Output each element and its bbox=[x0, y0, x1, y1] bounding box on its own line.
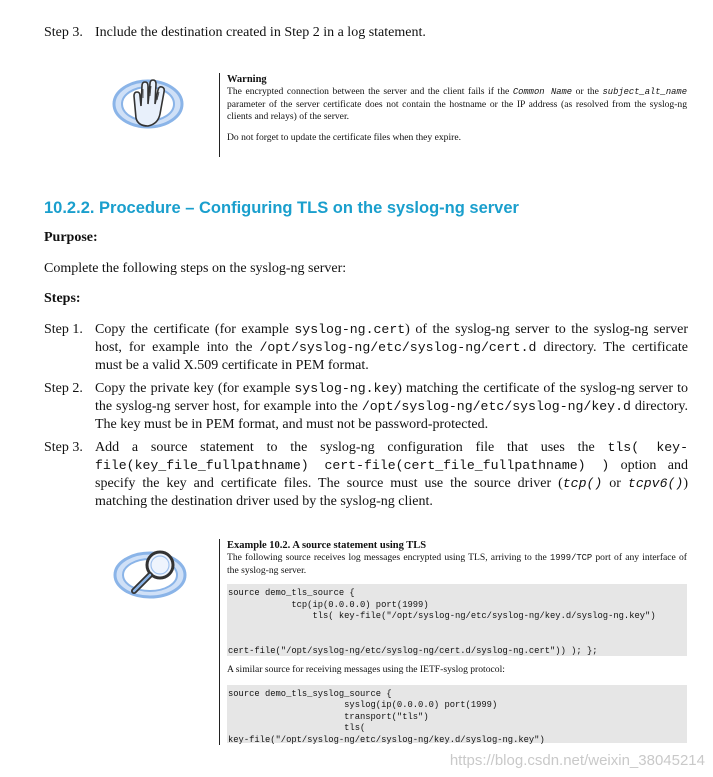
step-1-copy-certificate bbox=[44, 321, 688, 375]
tls-syslog-source-code-block: source demo_tls_syslog_source { syslog(ip(0.0.0.0) port(1999) transport("tls") tls( key-file("/opt/syslog-ng/etc/syslog-ng/key.d/syslog-ng.key") bbox=[227, 685, 687, 743]
step-text: Add a source statement to the syslog-ng configuration file that uses the tls( key-file(key_file_fullpathname) cert-file(cert_file_fullpathname) ) option and specify the key and certificate files. The source must use the source driver (tcp() or tcpv6()) matching the destination driver used by the syslog-ng client. bbox=[95, 440, 688, 509]
warning-hand-icon bbox=[110, 70, 186, 134]
tls-option-code: tls( key-file(key_file_fullpathname) cert-file(cert_file_fullpathname) ) bbox=[95, 440, 688, 473]
step-label: Step 3. bbox=[44, 25, 83, 40]
key-filename-code: syslog-ng.key bbox=[294, 381, 398, 396]
subject-alt-name-code: subject_alt_name bbox=[602, 87, 687, 97]
example-between-text: A similar source for receiving messages using the IETF-syslog protocol: bbox=[227, 664, 505, 675]
tcp-driver-code: tcp() bbox=[562, 476, 603, 491]
step-text: Include the destination created in Step 2 in a log statement. bbox=[95, 25, 426, 40]
example-title: Example 10.2. A source statement using TLS bbox=[227, 540, 427, 551]
step-text: Copy the certificate (for example syslog-ng.cert) of the syslog-ng server to the syslog-ng server host, for example into the /opt/syslog-ng/etc/syslog-ng/cert.d directory. The certificate must be a valid X.509 certificate in PEM format. bbox=[95, 322, 688, 373]
example-intro: The following source receives log messages encrypted using TLS, arriving to the 1999/TCP port of any interface of the syslog-ng server. bbox=[227, 552, 687, 576]
warning-title: Warning bbox=[227, 74, 267, 85]
common-name-code: Common Name bbox=[512, 87, 573, 97]
purpose-heading: Purpose: bbox=[44, 230, 98, 245]
warning-reminder: Do not forget to update the certificate files when they expire. bbox=[227, 131, 461, 143]
warning-paragraph: The encrypted connection between the server and the client fails if the Common Name or the subject_alt_name parameter of the server certificate does not contain the hostname or the IP address (as resolved from the syslog-ng clients and relays) of the server. bbox=[227, 86, 687, 122]
tls-source-code-block: source demo_tls_source { tcp(ip(0.0.0.0) port(1999) tls( key-file("/opt/syslog-ng/etc/syslog-ng/key.d/syslog-ng.key") cert-file("/opt/syslog-ng/etc/syslog-ng/cert.d/syslog-ng.cert")) ); }; bbox=[227, 584, 687, 656]
warning-box bbox=[219, 73, 687, 157]
step-2-copy-private-key bbox=[44, 380, 688, 434]
cert-filename-code: syslog-ng.cert bbox=[294, 322, 406, 337]
step-3-add-source bbox=[44, 439, 688, 511]
example-box bbox=[219, 539, 687, 745]
port-code: 1999/TCP bbox=[549, 553, 593, 563]
step-label: Step 2. bbox=[44, 381, 83, 396]
key-dir-code: /opt/syslog-ng/etc/syslog-ng/key.d bbox=[361, 399, 631, 414]
cert-dir-code: /opt/syslog-ng/etc/syslog-ng/cert.d bbox=[259, 340, 537, 355]
step-label: Step 3. bbox=[44, 440, 83, 455]
step-text: Copy the private key (for example syslog-ng.key) matching the certificate of the syslog-ng server to the syslog-ng server host, for example into the /opt/syslog-ng/etc/syslog-ng/key.d directory. The key must be in PEM format, and must not be password-protected. bbox=[95, 381, 688, 432]
purpose-text: Complete the following steps on the syslog-ng server: bbox=[44, 261, 347, 276]
watermark: https://blog.csdn.net/weixin_38045214 bbox=[449, 752, 705, 769]
tcpv6-driver-code: tcpv6() bbox=[627, 476, 684, 491]
step-3-log-statement bbox=[44, 24, 688, 42]
step-label: Step 1. bbox=[44, 322, 83, 337]
steps-heading: Steps: bbox=[44, 291, 81, 306]
section-title: 10.2.2. Procedure – Configuring TLS on the syslog-ng server bbox=[44, 199, 519, 217]
magnifier-icon bbox=[110, 543, 190, 605]
